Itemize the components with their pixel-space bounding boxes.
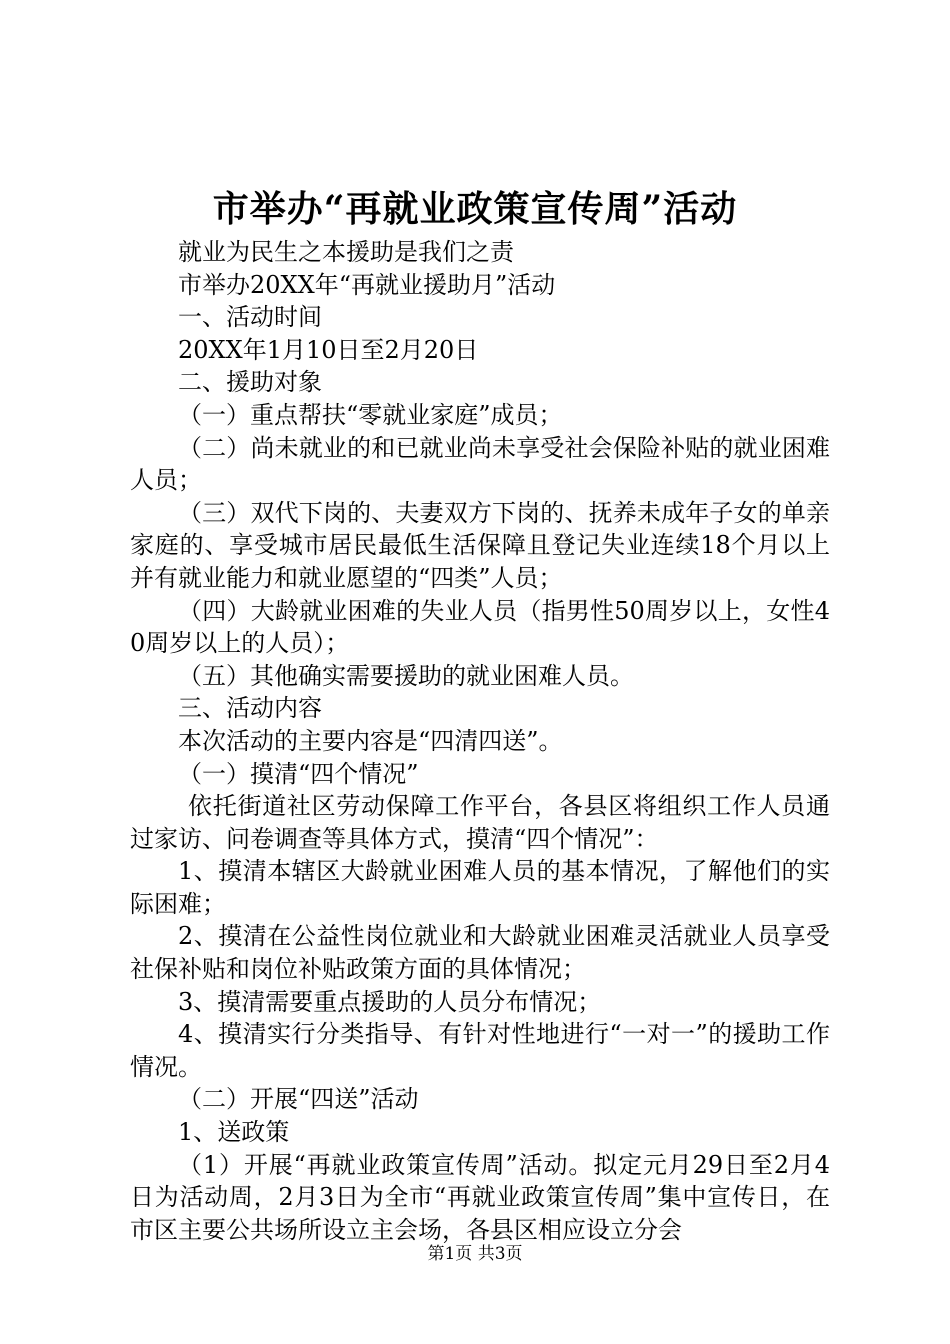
list-item: （二）尚未就业的和已就业尚未享受社会保险补贴的就业困难人员；: [130, 433, 830, 495]
list-item: （一）重点帮扶“零就业家庭”成员；: [178, 400, 563, 429]
subsection-heading: （二）开展“四送”活动: [178, 1085, 419, 1114]
section-heading: 二、援助对象: [178, 368, 322, 397]
paragraph: 市举办20XX年“再就业援助月”活动: [178, 270, 556, 299]
paragraph: 依托街道社区劳动保障工作平台，各县区将组织工作人员通过家访、问卷调查等具体方式，摸清“四个情况”：: [130, 792, 830, 853]
page-footer: 第1页 共3页: [427, 1244, 523, 1264]
section-heading: 三、活动内容: [178, 694, 322, 723]
list-item: （四）大龄就业困难的失业人员（指男性50周岁以上，女性40周岁以上的人员）；: [130, 596, 830, 658]
list-item: 3、摸清需要重点援助的人员分布情况；: [178, 987, 602, 1016]
document-body: [130, 236, 830, 1246]
list-item: （五）其他确实需要援助的就业困难人员。: [178, 661, 634, 690]
list-item: 2、摸清在公益性岗位就业和大龄就业困难灵活就业人员享受社保补贴和岗位补贴政策方面的具体情况；: [130, 922, 830, 984]
paragraph: 本次活动的主要内容是“四清四送”。: [178, 726, 563, 755]
paragraph: 就业为民生之本援助是我们之责: [178, 238, 514, 266]
list-item: 4、摸清实行分类指导、有针对性地进行“一对一”的援助工作情况。: [130, 1020, 830, 1081]
list-item: （三）双代下岗的、夫妻双方下岗的、抚养未成年子女的单亲家庭的、享受城市居民最低生活保障且登记失业连续18个月以上并有就业能力和就业愿望的“四类”人员；: [130, 498, 830, 592]
subsection-heading: （一）摸清“四个情况”: [178, 759, 419, 788]
paragraph: （1）开展“再就业政策宣传周”活动。拟定元月29日至2月4日为活动周，2月3日为全市“再就业政策宣传周”集中宣传日，在市区主要公共场所设立主会场，各县区相应设立分会: [130, 1150, 830, 1244]
paragraph: 1、送政策: [178, 1118, 290, 1147]
paragraph: 20XX年1月10日至2月20日: [178, 335, 479, 364]
list-item: 1、摸清本辖区大龄就业困难人员的基本情况，了解他们的实际困难；: [130, 857, 830, 918]
section-heading: 一、活动时间: [178, 303, 322, 332]
document-title: 市举办“再就业政策宣传周”活动: [212, 188, 738, 230]
